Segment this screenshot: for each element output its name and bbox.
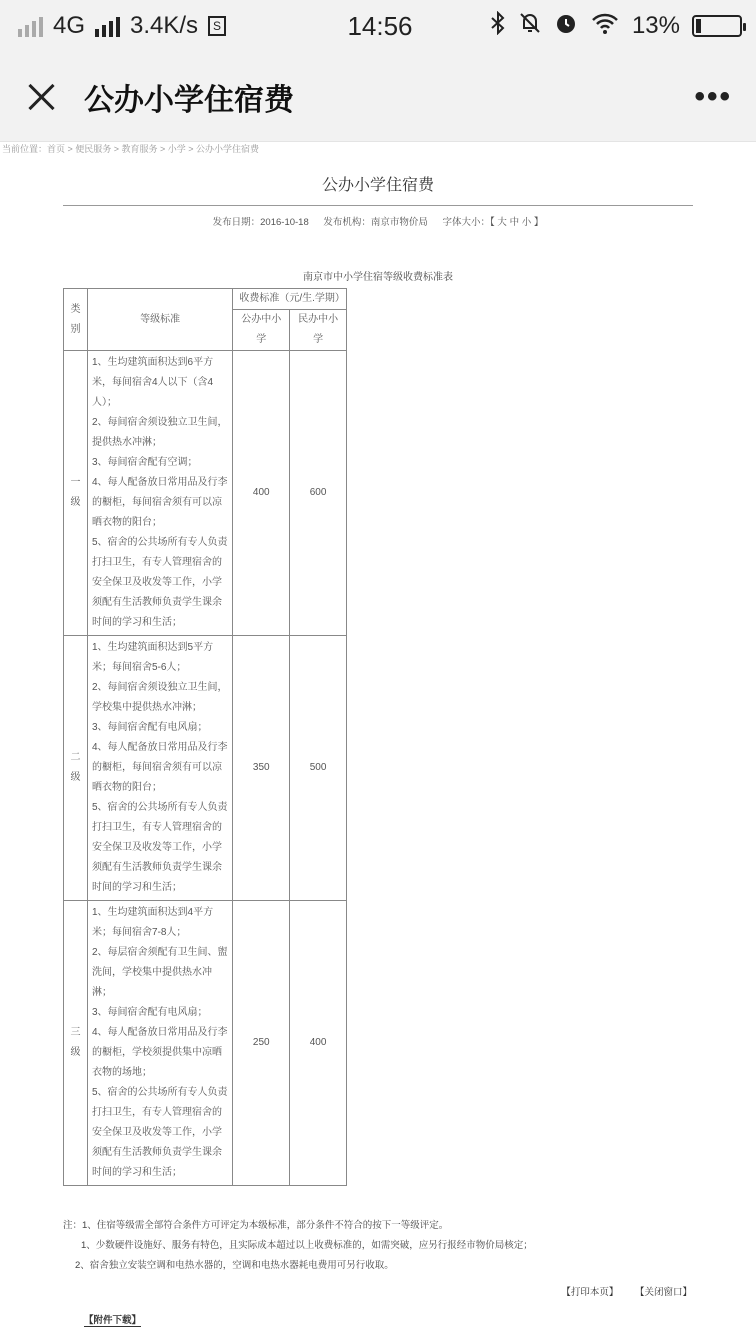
standard-line: 4、每人配备放日常用品及行李的橱柜，每间宿舍须有可以凉晒衣物的阳台； [91, 742, 228, 793]
notes [63, 1216, 703, 1276]
attachment-download-link[interactable]: 【附件下载】 [84, 1312, 141, 1327]
row-standard [87, 636, 232, 901]
more-options-icon[interactable]: ••• [694, 79, 732, 113]
standard-line: 4、每人配备放日常用品及行李的橱柜，每间宿舍须有可以凉晒衣物的阳台； [91, 477, 228, 528]
standard-line: 3、每间宿舍配有空调； [91, 457, 198, 468]
row-private-fee: 600 [290, 351, 347, 636]
standard-line: 1、生均建筑面积达到5平方米；每间宿舍5-6人； [91, 642, 214, 673]
standard-line: 3、每间宿舍配有电风扇； [91, 1007, 208, 1018]
row-private-fee: 500 [290, 636, 347, 901]
row-standard [87, 351, 232, 636]
close-icon[interactable] [24, 79, 60, 115]
network-speed: 3.4K/s [130, 12, 199, 39]
standard-line: 2、每间宿舍须设独立卫生间，提供热水冲淋； [91, 417, 228, 448]
row-public-fee: 400 [233, 351, 290, 636]
bluetooth-icon [490, 11, 506, 42]
signal-icon [18, 15, 43, 37]
alarm-icon [554, 11, 578, 42]
fee-table [63, 288, 347, 1186]
table-header-row [64, 289, 347, 310]
standard-line: 2、每层宿舍须配有卫生间、盥洗间，学校集中提供热水冲淋； [91, 947, 228, 998]
page-actions [547, 1284, 692, 1298]
close-window-link[interactable]: 【关闭窗口】 [634, 1287, 692, 1298]
table-caption: 南京市中小学住宿等级收费标准表 [303, 272, 453, 283]
font-size-selector[interactable]: 字体大小：【 大 中 小 】 [442, 217, 544, 228]
network-type: 4G [53, 12, 86, 39]
standard-line: 2、每间宿舍须设独立卫生间，学校集中提供热水冲淋； [91, 682, 228, 713]
row-category: 二级 [64, 636, 88, 901]
mute-icon [518, 11, 542, 42]
print-link[interactable]: 【打印本页】 [561, 1287, 619, 1298]
header-private: 民办中小学 [290, 310, 347, 351]
note-line: 2、宿舍独立安装空调和电热水器的，空调和电热水器耗电费用可另行收取。 [75, 1260, 394, 1271]
note-line: 1、少数硬件设施好、服务有特色，且实际成本超过以上收费标准的，如需突破，应另行报经市物价局核定； [81, 1240, 533, 1251]
article-header [63, 160, 693, 283]
row-public-fee: 250 [233, 901, 290, 1186]
article-meta [63, 206, 693, 236]
row-category: 一级 [64, 351, 88, 636]
status-left [18, 12, 318, 40]
wifi-icon [590, 11, 620, 42]
table-row [64, 351, 347, 636]
standard-line: 3、每间宿舍配有电风扇； [91, 722, 208, 733]
header-fee: 收费标准（元/生.学期） [233, 289, 347, 310]
title-bar [0, 52, 756, 142]
table-row [64, 636, 347, 901]
status-right [442, 11, 742, 42]
breadcrumb: 当前位置：首页 > 便民服务 > 教育服务 > 小学 > 公办小学住宿费 [2, 144, 260, 154]
header-category: 类别 [64, 289, 88, 351]
row-standard [87, 901, 232, 1186]
standard-line: 1、生均建筑面积达到6平方米，每间宿舍4人以下（含4人）； [91, 357, 214, 408]
header-standard: 等级标准 [87, 289, 232, 351]
status-time: 14:56 [347, 10, 413, 41]
standard-line: 5、宿舍的公共场所有专人负责打扫卫生，有专人管理宿舍的安全保卫及收发等工作，小学须配有生活教师负责学生课余时间的学习和生活； [91, 537, 228, 628]
row-public-fee: 350 [233, 636, 290, 901]
publish-date: 发布日期：2016-10-18 [212, 217, 309, 228]
standard-line: 5、宿舍的公共场所有专人负责打扫卫生，有专人管理宿舍的安全保卫及收发等工作，小学须配有生活教师负责学生课余时间的学习和生活； [91, 802, 228, 893]
sim-signal-icon [95, 15, 120, 37]
article-title: 公办小学住宿费 [321, 177, 434, 194]
page-title: 公办小学住宿费 [84, 83, 294, 117]
table-row [64, 901, 347, 1186]
battery-fill [696, 19, 701, 33]
battery-percent: 13% [631, 12, 680, 39]
row-category: 三级 [64, 901, 88, 1186]
note-line: 注：1、住宿等级需全部符合条件方可评定为本级标准，部分条件不符合的按下一等级评定。 [63, 1220, 449, 1231]
standard-line: 5、宿舍的公共场所有专人负责打扫卫生，有专人管理宿舍的安全保卫及收发等工作，小学须配有生活教师负责学生课余时间的学习和生活； [91, 1087, 228, 1178]
status-bar [0, 0, 756, 52]
row-private-fee: 400 [290, 901, 347, 1186]
battery-icon [692, 15, 742, 37]
sim-icon: S [208, 16, 226, 36]
publish-org: 发布机构：南京市物价局 [323, 217, 428, 228]
standard-line: 4、每人配备放日常用品及行李的橱柜，学校须提供集中凉晒衣物的场地； [91, 1027, 228, 1078]
standard-line: 1、生均建筑面积达到4平方米；每间宿舍7-8人； [91, 907, 214, 938]
header-public: 公办中小学 [233, 310, 290, 351]
